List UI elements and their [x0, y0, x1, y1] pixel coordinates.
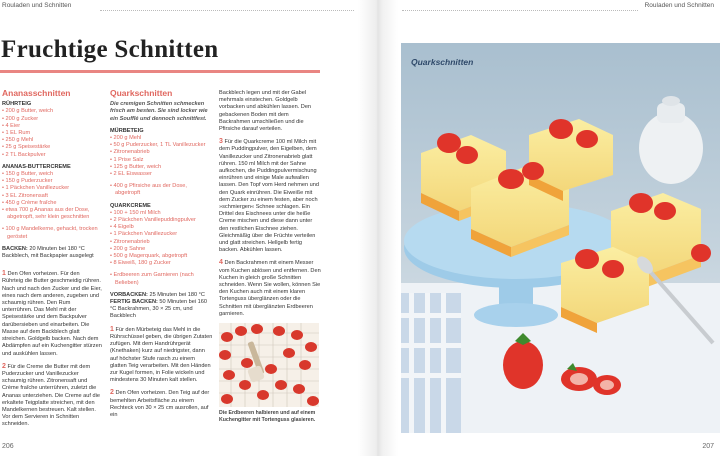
ingredient-item: • Zitronenabrieb — [110, 238, 150, 245]
header-dotted-rule-left — [100, 10, 354, 11]
ingredient-group-label: ANANAS-BUTTERCREME — [2, 163, 71, 170]
strawberry-photo-illustration — [219, 323, 319, 407]
ingredient-item: • 200 g Zucker — [2, 115, 39, 122]
ingredient-item: • 450 g Crème fraîche — [2, 199, 57, 206]
photo-label: Quarkschnitten — [411, 57, 474, 67]
recipe-quark — [110, 90, 213, 424]
running-header-right: Rouladen und Schnitten — [644, 2, 714, 9]
step-number: 1 — [2, 270, 6, 278]
page-number-left: 206 — [2, 443, 14, 450]
step-number: 4 — [219, 259, 223, 267]
ingredient-item: • 50 g Puderzucker, 1 TL Vanillezucker — [110, 142, 206, 149]
strawberry-glaze-photo — [219, 323, 319, 407]
recipe-step — [219, 138, 321, 254]
ingredient-group-label: RÜHRTEIG — [2, 101, 32, 108]
step-text: Für die Creme die Butter mit dem Puderzucker und Vanillezucker schaumig rühren. Zitronensaft und Crème fraîche unterrühren, zuletzt die Ananas unterziehen. Die Creme auf die erkaltete Teigplatte streichen, mit den Mandelkernen bestreuen. Kalt stellen. Vor dem Servieren in Schnitten schneiden. — [2, 363, 100, 428]
ingredient-item: • 500 g Magerquark, abgetropft — [110, 253, 188, 260]
baking-info: VORBACKEN: 25 Minuten bei 180 °C — [110, 291, 205, 298]
ingredient-item: • 25 g Speisestärke — [2, 144, 51, 151]
ingredient-list — [110, 272, 213, 286]
ingredient-group-label: QUARKCREME — [110, 202, 151, 209]
ingredient-item: • 1 Prise Salz — [110, 156, 144, 163]
ingredient-item: • 200 g Butter, weich — [2, 108, 54, 115]
recipe-step — [2, 363, 102, 429]
title-rule — [0, 70, 320, 73]
photo-caption: Die Erdbeeren halbieren und auf einem Kuchengitter mit Tortenguss glasieren. — [219, 410, 316, 423]
ingredient-item: • Erdbeeren zum Garnieren (nach Belieben) — [110, 272, 194, 286]
ingredient-item: • 250 g Mehl — [2, 137, 34, 144]
step-list — [2, 270, 102, 428]
page-gutter — [358, 0, 398, 456]
ingredient-item: • 2 EL Eiswasser — [110, 171, 152, 178]
header-dotted-rule-right — [402, 10, 638, 11]
step-text: Den Ofen vorheizen. Den Teig auf der bemehlten Arbeitsfläche zu einem Rechteck von 30 × 25 cm ausrollen, auf ein — [110, 390, 210, 418]
ingredient-item: • 4 Eier — [2, 122, 21, 129]
ingredient-item: • Zitronenabrieb — [110, 149, 150, 156]
recipe-intro: Die cremigen Schnitten schmecken frisch am besten. Sie sind locker wie ein Soufflé und dennoch schnittfest. — [110, 101, 208, 122]
step-continued: Backblech legen und mit der Gabel mehrmals einstechen. Goldgelb vorbacken und abkühlen lassen. Den gebackenen Boden mit dem Backrahmen umschließen und die Pfirsiche darauf verteilen. — [219, 90, 312, 133]
cake-photo-illustration — [401, 43, 720, 433]
recipe-heading: Ananasschnitten — [2, 88, 71, 98]
ingredient-item: • 1 Päckchen Vanillezucker — [110, 231, 178, 238]
baking-info: FERTIG BACKEN: 50 Minuten bei 160 °C Backrahmen, 30 × 25 cm, und Backblech — [110, 299, 207, 320]
step-text: Den Ofen vorheizen. Für den Rührteig die Butter geschmeidig rühren. Nach und nach den Zucker und die Eier, eines nach dem anderen, zugeben und schaumig rühren. Den Rum unterrühren. Das Mehl mit der Speisestärke und dem Backpulver darübersieben und einarbeiten. Die Masse auf dem Backblech glatt streichen. Goldgelb backen. Nach dem Abdämpfen auf ein Kuchengitter stürzen und auskühlen lassen. — [2, 271, 102, 357]
step-number: 2 — [2, 362, 6, 370]
ingredient-item: • 3 EL Zitronensaft — [2, 192, 48, 199]
ingredient-item: • etwa 700 g Ananas aus der Dose, abgetropft, sehr klein geschnitten — [2, 207, 90, 221]
ingredient-item: • 400 g Pfirsiche aus der Dose, abgetropft — [110, 183, 187, 197]
page-title: Fruchtige Schnitten — [1, 36, 219, 63]
ingredient-list — [2, 108, 102, 158]
ingredient-list — [2, 171, 102, 221]
recipe-step — [2, 270, 102, 357]
ingredient-list — [2, 226, 102, 240]
recipe-step — [219, 259, 321, 318]
step-number: 3 — [219, 138, 223, 146]
recipe-ananas — [2, 90, 102, 434]
ingredient-group-label: MÜRBETEIG — [110, 127, 144, 134]
step-text: Für den Mürbeteig das Mehl in die Rührschüssel geben, die übrigen Zutaten zufügen. Mit dem Handrührgerät (Knethaken) kurz auf niedrigster, dann auf höchster Stufe rasch zu einem glatten Teig verarbeiten. Mit den Händen zur Kugel formen, in Folie wickeln und mindestens 30 Minuten kalt stellen. — [110, 326, 213, 384]
ingredient-list — [110, 135, 213, 178]
ingredient-item: • 125 g Butter, weich — [110, 163, 162, 170]
ingredient-item: • 150 g Puderzucker — [2, 178, 53, 185]
ingredient-item: • 100 g Mandelkerne, gehackt, trocken geröstet — [2, 226, 98, 240]
ingredient-item: • 200 g Sahne — [110, 245, 146, 252]
step-number: 2 — [110, 389, 114, 397]
baking-info: BACKEN: 20 Minuten bei 180 °C Backblech, mit Backpapier ausgelegt — [2, 245, 94, 260]
step-list — [219, 138, 321, 318]
recipe-step — [110, 389, 213, 419]
ingredient-item: • 2 Päckchen Vanillepuddingpulver — [110, 217, 196, 224]
step-text: Den Backrahmen mit einem Messer vom Kuchen ablösen und entfernen. Den Kuchen in gleich große Schnitten schneiden. Wenn Sie wollen, können Sie den Kuchen auch mit einem klaren Tortenguss überglänzen oder die Schnitten mit überglänzten Erdbeeren garnieren. — [219, 260, 321, 317]
recipe-heading: Quarkschnitten — [110, 88, 173, 98]
ingredient-item: • 150 g Butter, weich — [2, 171, 54, 178]
step-number: 1 — [110, 325, 114, 333]
recipe-step — [110, 326, 213, 385]
ingredient-item: • 8 Eiweiß, 180 g Zucker — [110, 260, 171, 267]
ingredient-item: • 1 Päckchen Vanillezucker — [2, 185, 70, 192]
ingredient-list — [110, 183, 213, 197]
quarkschnitten-photo — [401, 43, 720, 433]
ingredient-item: • 1 EL Rum — [2, 130, 31, 137]
ingredient-list — [110, 210, 213, 268]
ingredient-item: • 100 + 150 ml Milch — [110, 209, 161, 216]
ingredient-item: • 2 TL Backpulver — [2, 151, 46, 158]
ingredient-item: • 4 Eigelb — [110, 224, 134, 231]
page-number-right: 207 — [702, 443, 714, 450]
recipe-quark-continued — [219, 90, 321, 424]
ingredient-item: • 200 g Mehl — [110, 135, 142, 142]
running-header-left: Rouladen und Schnitten — [2, 2, 72, 9]
step-list — [110, 326, 213, 419]
step-text: Für die Quarkcreme 100 ml Milch mit dem Puddingpulver, den Eigelben, dem Vanillezucker und Zitronenabrieb glatt rühren. 150 ml Milch mit der Sahne aufkochen, die Puddingpulvermischung einrühren und einige Male aufwallen lassen. Den Topf vom Herd nehmen und den Quark einrühren. Die Eiweiße mit dem Zucker zu einem festen, aber noch »schmiergen« Schnee schlagen. Ein Drittel des Eischnees unter die heiße Creme mischen und diese dann unter den restlichen Eischnee ziehen. Gleichmäßig über die Früchte verteilen und glatt streichen. Hellgelb fertig backen. Abkühlen lassen. — [219, 139, 320, 254]
